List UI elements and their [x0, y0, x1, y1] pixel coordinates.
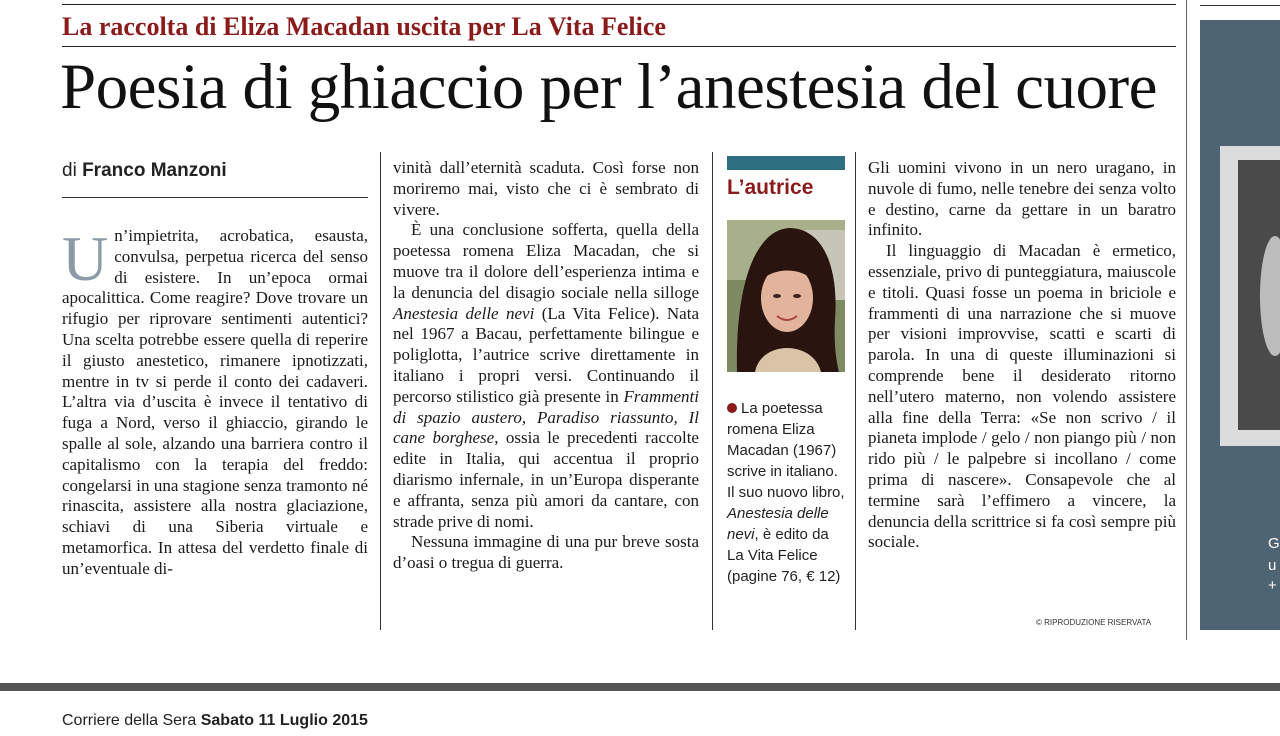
top-rule — [62, 4, 1176, 5]
drop-cap: U — [62, 223, 109, 294]
column-4-paragraph-1: Gli uomini vivono in un nero uragano, in nuvole di fumo, nelle tenebre dei senza volto e destino, carne da gettare in un baratro infinito. — [868, 158, 1176, 240]
newspaper-name: Corriere della Sera — [62, 712, 197, 729]
column-2-paragraph-3: Nessuna immagine di una pur breve sosta d’oasi o tregua di guerra. — [393, 532, 699, 573]
byline — [62, 158, 227, 184]
kicker: La raccolta di Eliza Macadan uscita per La Vita Felice — [62, 12, 666, 41]
column-4-paragraph-2: Il linguaggio di Macadan è ermetico, essenziale, privo di punteggiatura, maiuscole e titoli. Quasi fosse un poema in briciole e frammenti di una narrazione che si muove per visioni improvvise, scatti e scarti di parola. In una di queste illuminazioni si comprende bene il desiderato ritorno nell’utero materno, non volendo assistere alla fine della Terra: «Se non scrivo / il pianeta implode / gelo / non piango più / non rido più / le palpebre si incollano / come prima di nascere». Consapevole che al termine sarà l’effimero a vincere, la denuncia della scrittrice si fa così sempre più sociale. — [868, 241, 1176, 552]
column-2-p2-part-a: È una conclusione sofferta, quella della poetessa romena Eliza Macadan, che si muove tra il dolore dell’esperienza intima e la denuncia del disagio sociale nella silloge — [393, 220, 699, 302]
author-photo — [727, 220, 845, 372]
side-text-line-1: G — [1268, 535, 1280, 552]
article-column-1 — [62, 223, 368, 580]
adjacent-article-panel — [1200, 20, 1280, 630]
column-2-paragraph-2 — [393, 220, 699, 532]
column-2-p2-part-e: , ossia le precedenti raccolte edite in Italia, qui accentua il proprio diarismo infernale, in un’Europa disperante e affranta, senza più amori da cantare, con strade prive di nomi. — [393, 428, 699, 531]
bullet-dot-icon — [727, 403, 737, 413]
sidebar-title: L’autrice — [727, 176, 814, 199]
byline-prefix: di — [62, 160, 77, 181]
publication-date: Sabato 11 Luglio 2015 — [200, 712, 368, 729]
previous-titles: Frammenti di spazio austero, Paradiso riassunto, Il cane borghese — [393, 386, 699, 448]
article-column-4 — [868, 158, 1176, 553]
column-divider-1 — [380, 152, 381, 630]
column-divider-3 — [855, 152, 856, 630]
footer — [62, 712, 368, 730]
photo-caption — [727, 398, 847, 587]
byline-author: Franco Manzoni — [82, 160, 227, 181]
column-1-text: n’impietrita, acrobatica, esausta, convulsa, perpetua ricerca del senso di esistere. In un’epoca ormai apocalittica. Come reagire? Dove trovare un rifugio per riprovare sentimenti autentici? Una scelta potrebbe essere quella di reperire il giusto anestetico, rimanere ipnotizzati, mentre in tv si perde il conto dei cadaveri. L’altra via d’uscita è invece il tentativo di fuga a Nord, verso il ghiaccio, girando le spalle al sole, alzando una barriera contro il capitalismo con la terapia del freddo: congelarsi in una stagione senza tramonto né rinascita, assistere alla nostra glaciazione, schiavi di una Siberia virtuale e metamorfica. In attesa del verdetto finale di un’eventuale di- — [62, 226, 368, 578]
byline-rule — [62, 197, 368, 198]
column-divider-2 — [712, 152, 713, 630]
caption-part-a: La poetessa romena Eliza Macadan (1967) scrive in italiano. Il suo nuovo libro, — [727, 400, 845, 501]
reproduction-notice: © RIPRODUZIONE RISERVATA — [1036, 618, 1152, 627]
side-text-line-2: u — [1268, 557, 1277, 574]
side-text-line-3: + — [1268, 577, 1277, 594]
sidebar-accent-bar — [727, 156, 845, 170]
headline: Poesia di ghiaccio per l’anestesia del cuore — [60, 51, 1157, 123]
caption-part-c: , è edito da La Vita Felice (pagine 76, € 12) — [727, 526, 841, 585]
caption-book-title: Anestesia delle nevi — [727, 505, 829, 543]
adjacent-article-image — [1220, 146, 1280, 446]
side-divider — [1186, 0, 1187, 640]
side-top-rule — [1200, 5, 1280, 6]
article-column-2 — [393, 158, 699, 574]
column-2-p2-part-c: (La Vita Felice). Nata nel 1967 a Bacau, perfettamente bilingue e poliglotta, l’autrice scrive direttamente in italiano i propri versi. Continuando il percorso stilistico già presente in — [393, 303, 699, 406]
footer-band — [0, 683, 1280, 691]
column-2-paragraph-1: vinità dall’eternità scaduta. Così forse non moriremo mai, visto che ci è sembrato di vivere. — [393, 158, 699, 219]
book-title-anestesia: Anestesia delle nevi — [393, 303, 535, 323]
